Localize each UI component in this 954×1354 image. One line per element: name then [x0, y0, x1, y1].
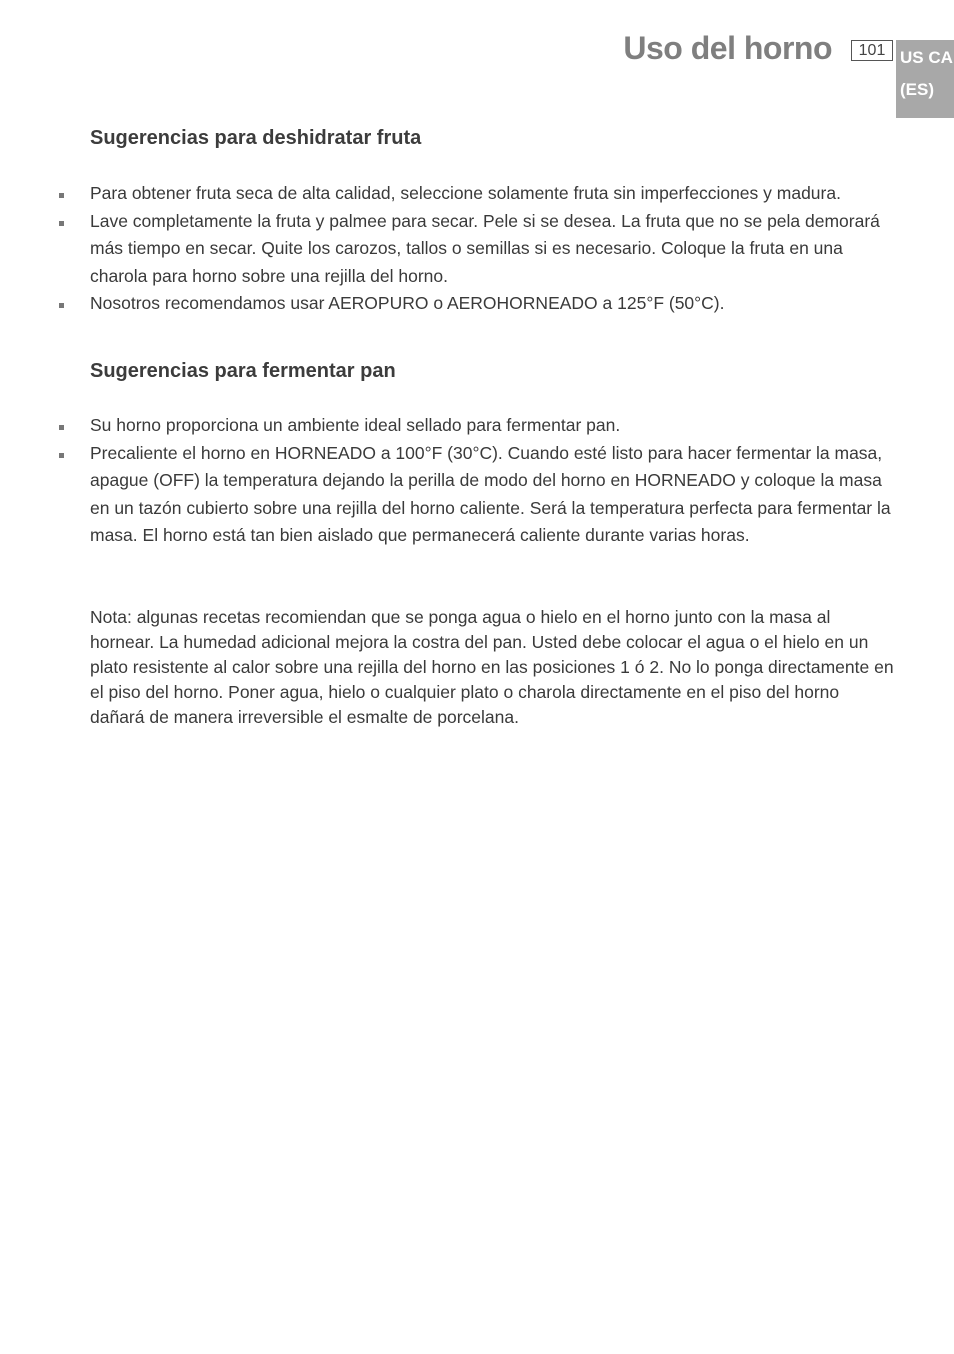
region-label: US CA: [900, 48, 953, 67]
list-item: [90, 440, 900, 550]
dehydrate-tips-list: [90, 180, 900, 318]
bullet-icon: [59, 453, 64, 458]
region-tab: [896, 40, 954, 118]
list-item: [90, 180, 900, 208]
list-item: [90, 208, 900, 291]
section-heading-dehydrate: Sugerencias para deshidratar fruta: [90, 127, 422, 149]
list-item-text: Nosotros recomendamos usar AEROPURO o AEROHORNEADO a 125°F (50°C).: [90, 293, 725, 313]
list-item-text: Precaliente el horno en HORNEADO a 100°F (30°C). Cuando esté listo para hacer fermentar la masa, apague (OFF) la temperatura dejando la perilla de modo del horno en HORNEADO y coloque la masa en un tazón cubierto sobre una rejilla del horno caliente. Será la temperatura perfecta para fermentar la masa. El horno está tan bien aislado que permanecerá caliente durante varias horas.: [90, 442, 891, 545]
bullet-icon: [59, 303, 64, 308]
language-label: (ES): [900, 80, 934, 99]
list-item-text: Su horno proporciona un ambiente ideal sellado para fermentar pan.: [90, 415, 621, 435]
page-number: 101: [851, 40, 893, 61]
list-item: [90, 412, 900, 440]
bullet-icon: [59, 193, 64, 198]
page-title: Uso del horno: [623, 30, 832, 66]
proofing-tips-list: [90, 412, 900, 550]
note-paragraph: Nota: algunas recetas recomiendan que se ponga agua o hielo en el horno junto con la masa al hornear. La humedad adicional mejora la costra del pan. Usted debe colocar el agua o el hielo en un plato resistente al calor sobre una rejilla del horno en las posiciones 1 ó 2. No lo ponga directamente en el piso del horno. Poner agua, hielo o cualquier plato o charola directamente en el piso del horno dañará de manera irreversible el esmalte de porcelana.: [90, 607, 894, 727]
list-item-text: Para obtener fruta seca de alta calidad, seleccione solamente fruta sin imperfecciones y madura.: [90, 183, 841, 203]
section-heading-proofing: Sugerencias para fermentar pan: [90, 360, 396, 382]
bullet-icon: [59, 425, 64, 430]
list-item-text: Lave completamente la fruta y palmee para secar. Pele si se desea. La fruta que no se pela demorará más tiempo en secar. Quite los carozos, tallos o semillas si es necesario. Coloque la fruta en una charola para horno sobre una rejilla del horno.: [90, 210, 880, 286]
list-item: [90, 290, 900, 318]
bullet-icon: [59, 221, 64, 226]
